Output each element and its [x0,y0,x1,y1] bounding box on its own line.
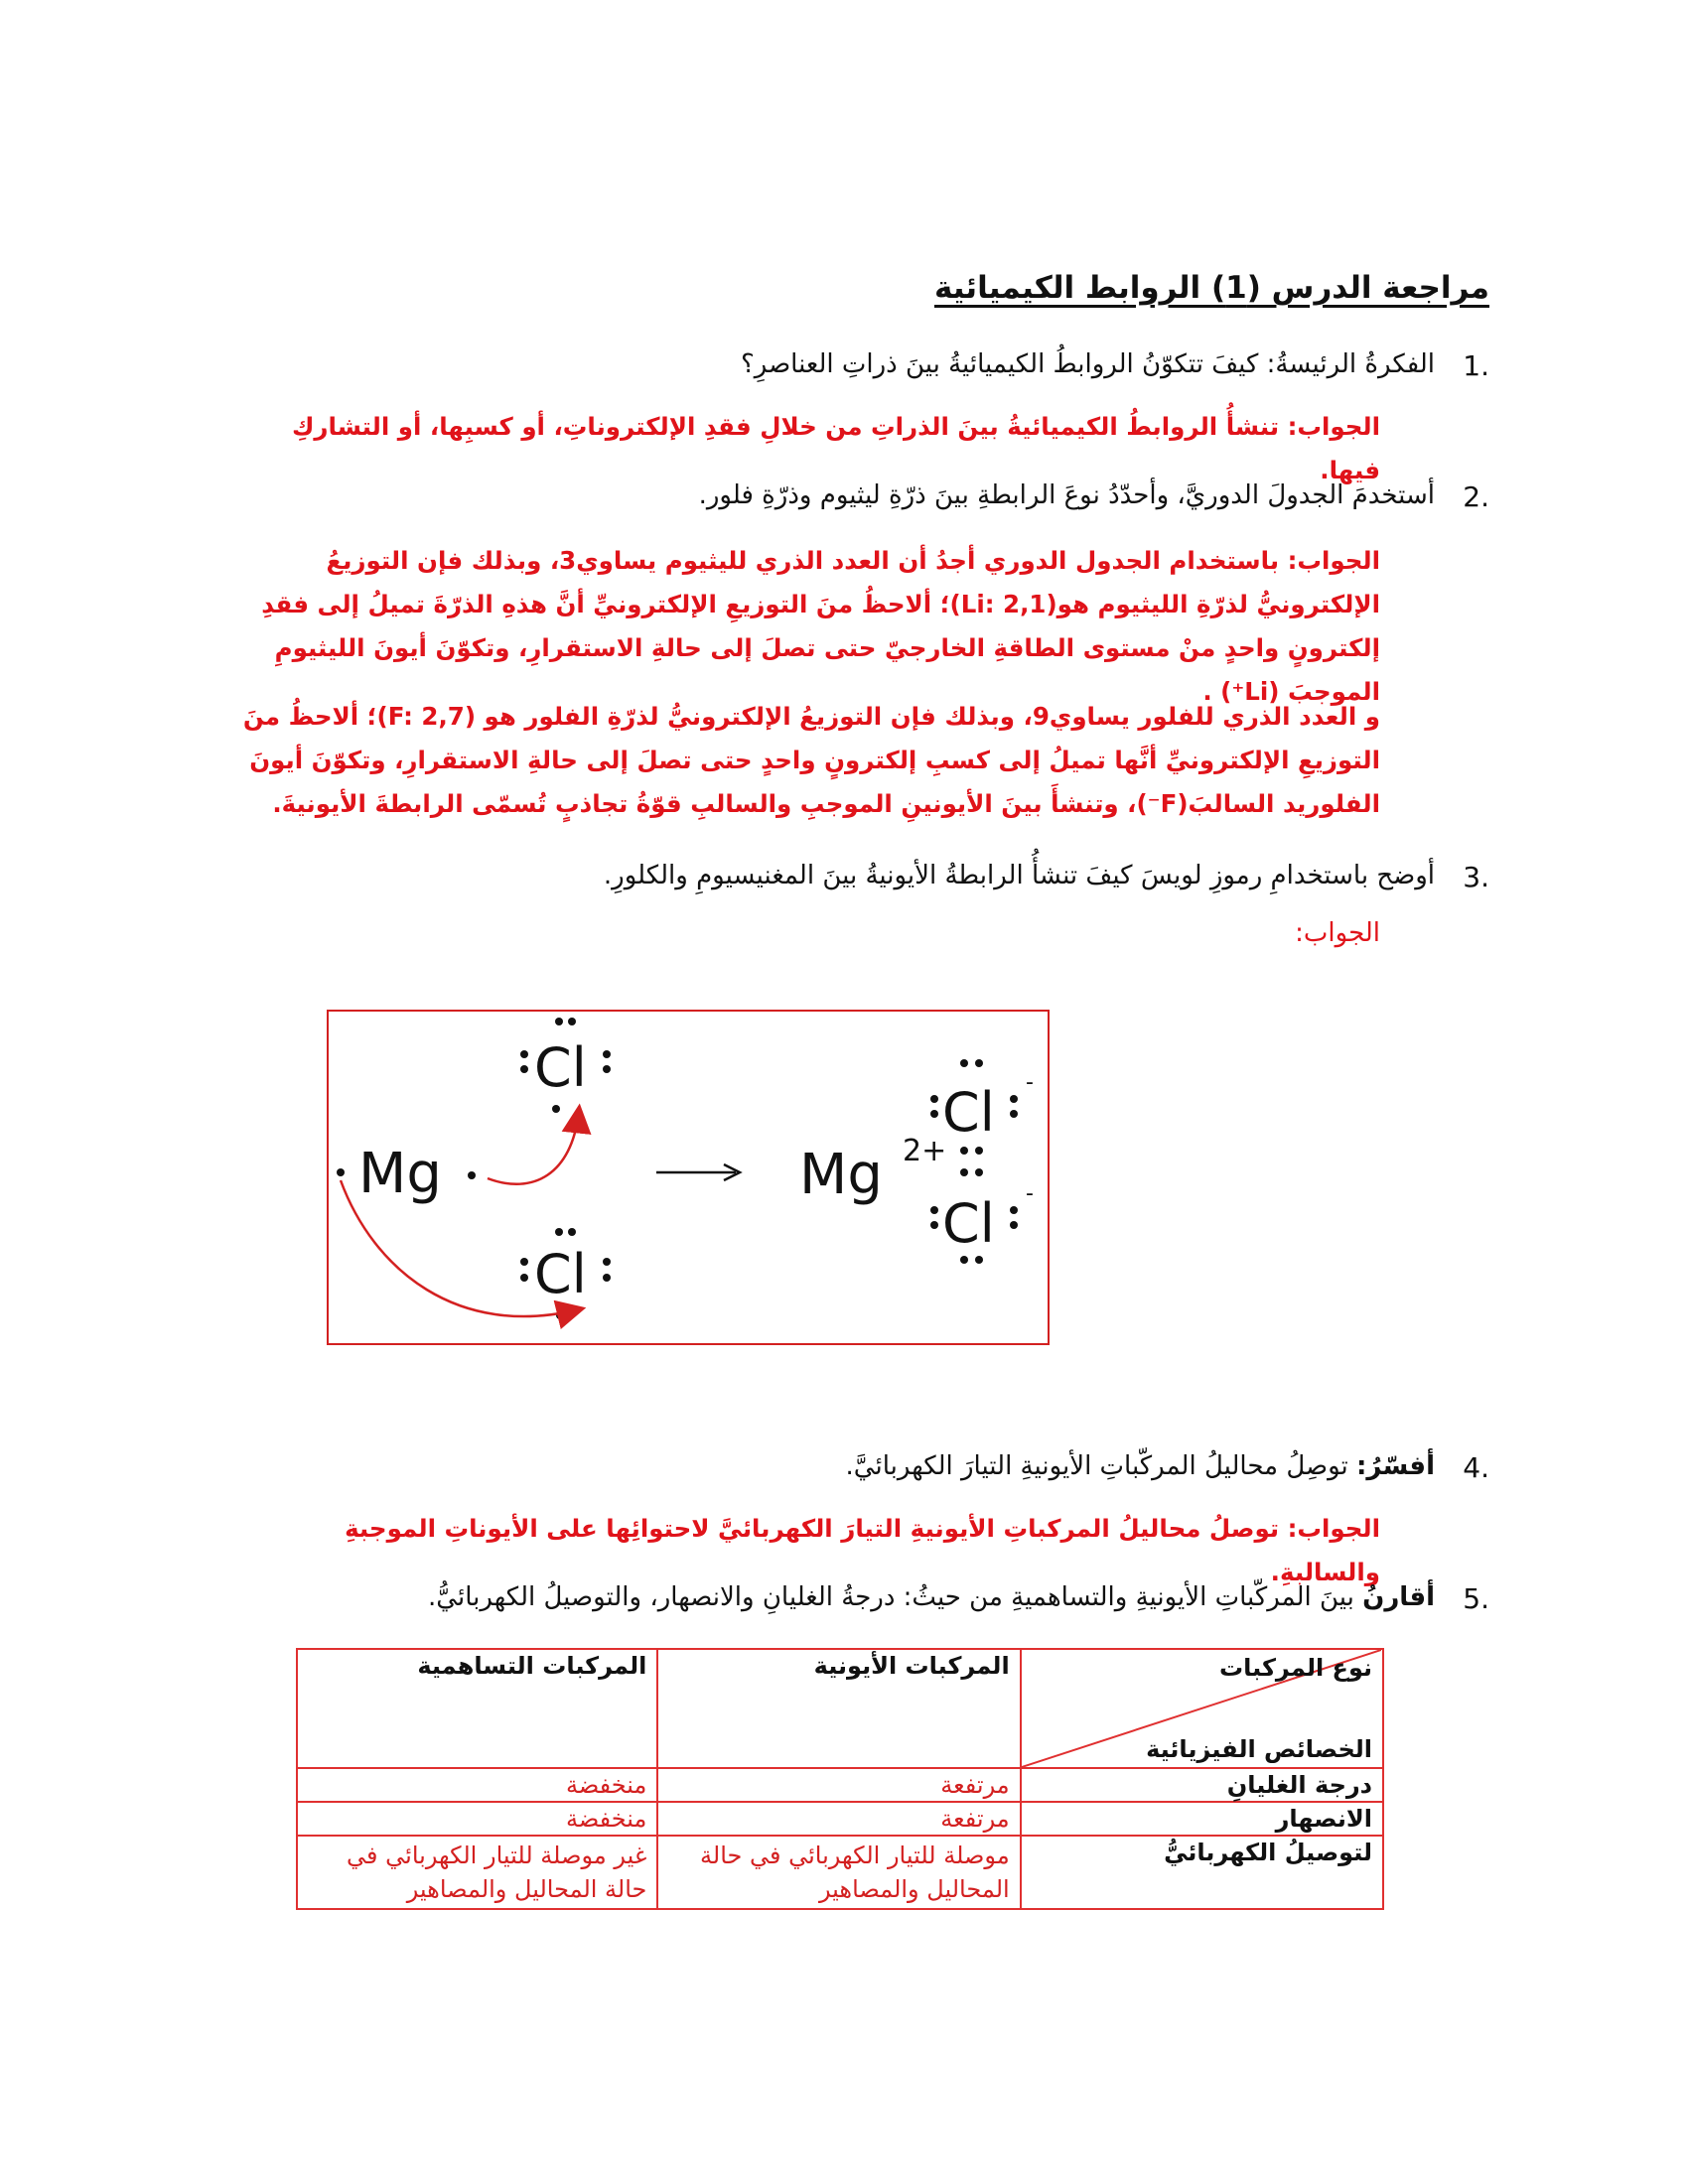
svg-text:-: - [1026,1181,1034,1206]
corner-bottom-label: الخصائص الفيزيائية [1146,1735,1372,1763]
comparison-table [296,1648,1384,1910]
question-5-text [428,1582,1435,1612]
ionic-value: مرتفعة [657,1802,1020,1836]
question-4-text [846,1451,1435,1481]
question-5-lead: أقارنُ [1362,1582,1435,1612]
question-2-number: 2. [1463,480,1489,513]
page-title: مراجعة الدرس (1) الروابط الكيميائية [933,270,1489,306]
svg-text:-: - [1026,1070,1034,1095]
electron-transfer-arrow-upper [488,1111,579,1184]
mg-ion-symbol: Mg [799,1143,883,1207]
question-3-number: 3. [1463,861,1489,893]
question-4-lead: أفسّرُ: [1356,1451,1435,1481]
question-5-body: بينَ المركّباتِ الأيونيةِ والتساهميةِ من حيثُ: درجةُ الغليانِ والانصهار، والتوصيلُ الكهربائيُّ. [428,1582,1363,1612]
column-header-covalent: المركبات التساهمية [297,1649,657,1768]
mg-ion-charge: 2+ [903,1134,947,1168]
product-upper-cl-symbol: Cl [942,1081,995,1144]
question-4-body: توصِلُ محاليلُ المركّباتِ الأيونيةِ التيارَ الكهربائيَّ. [845,1451,1357,1481]
question-1-answer: الجواب: تنشأُ الروابطُ الكيميائيةُ بينَ الذراتِ من خلالِ فقدِ الإلكتروناتِ، أو كسبِها، أو التشاركِ فيها. [291,412,1380,484]
covalent-value: منخفضة [297,1802,657,1836]
table-row [297,1802,1383,1836]
question-2-answer-part-2: و العدد الذري للفلور يساوي9، وبذلك فإن التوزيعُ الإلكترونيُّ لذرّةِ الفلور هو (F: 2,7)؛ ألاحظُ منَ التوزيعِ الإلكترونيِّ أنَّها تميلُ إلى كسبِ إلكترونٍ واحدٍ حتى تصلَ إلى حالةِ الاستقرارِ، وتكوّنَ أيونَ الفلوريد السالبَ(F⁻)، وتنشأَ بينَ الأيونينِ الموجبِ والسالبِ قوّةُ تجاذبٍ تُسمّى الرابطةَ الأيونيةَ. [242,702,1380,818]
column-header-ionic: المركبات الأيونية [657,1649,1020,1768]
question-2-answer-part-1: الجواب: باستخدام الجدول الدوري أجدُ أن العدد الذري لليثيوم يساوي3، وبذلك فإن التوزيعُ الإلكترونيُّ لذرّةِ الليثيوم هو(Li: 2,1)؛ ألاحظُ منَ التوزيعِ الإلكترونيِّ أنَّ هذهِ الذرّةَ تميلُ إلى فقدِ إلكترونٍ واحدٍ منْ مستوى الطاقةِ الخارجيّ حتى تصلَ إلى حالةِ الاستقرارِ، وتكوّنَ أيونَ الليثيومِ الموجبَ (Li⁺) . [261,546,1380,706]
ionic-value: موصلة للتيار الكهربائي في حالة المحاليل والمصاهير [657,1836,1020,1909]
table-row [297,1768,1383,1802]
question-4-answer: الجواب: توصلُ محاليلُ المركباتِ الأيونيةِ التيارَ الكهربائيَّ لاحتوائِها على الأيوناتِ الموجبةِ والسالبةِ. [345,1514,1380,1586]
row-label: لتوصيلُ الكهربائيُّ [1021,1836,1383,1909]
table-corner-cell [1021,1649,1383,1768]
row-label: الانصهار [1021,1802,1383,1836]
corner-top-label: نوع المركبات [1219,1654,1372,1682]
table-row [297,1836,1383,1909]
question-4-number: 4. [1463,1451,1489,1484]
lewis-structure-diagram [327,1010,1050,1345]
mg-electron-dot [468,1171,476,1179]
covalent-value: غير موصلة للتيار الكهربائي في حالة المحاليل والمصاهير [297,1836,657,1909]
question-1-number: 1. [1463,349,1489,382]
lewis-diagram-svg [329,1012,1048,1343]
row-label: درجة الغليانِ [1021,1768,1383,1802]
covalent-value: منخفضة [297,1768,657,1802]
mg-electron-dot [337,1168,345,1176]
question-5-number: 5. [1463,1582,1489,1615]
product-lower-cl-symbol: Cl [942,1192,995,1255]
question-3-text: أوضح باستخدامِ رموزِ لويسَ كيفَ تنشأُ الرابطةُ الأيونيةُ بينَ المغنيسيومِ والكلورِ. [603,861,1435,890]
lower-cl-symbol: Cl [534,1243,587,1305]
question-2-text: أستخدمَ الجدولَ الدوريَّ، وأحدّدُ نوعَ الرابطةِ بينَ ذرّةِ ليثيوم وذرّةِ فلور. [698,480,1435,510]
mg-symbol: Mg [358,1142,442,1206]
question-3-answer-label: الجواب: [1295,918,1380,948]
table-header-row [297,1649,1383,1768]
question-1-text: الفكرةُ الرئيسةُ: كيفَ تتكوّنُ الروابطُ الكيميائيةُ بينَ ذراتِ العناصرِ؟ [740,349,1435,379]
ionic-value: مرتفعة [657,1768,1020,1802]
upper-cl-symbol: Cl [534,1036,587,1099]
